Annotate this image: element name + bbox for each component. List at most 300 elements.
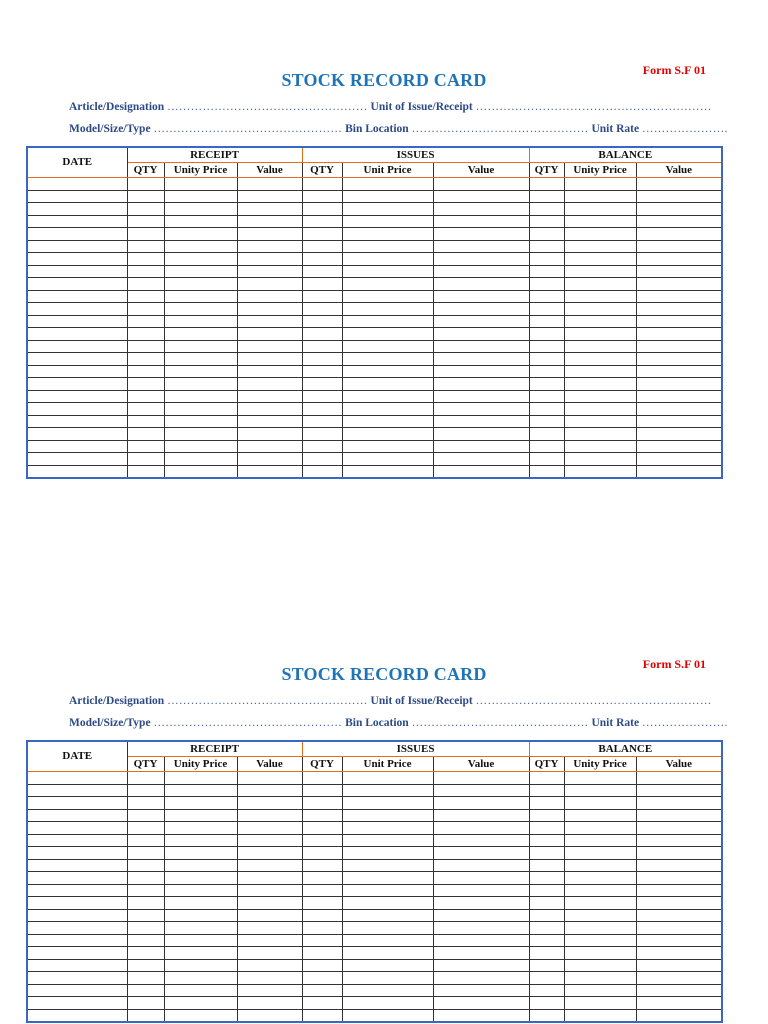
table-cell[interactable] [564, 897, 636, 910]
table-cell[interactable] [237, 253, 302, 266]
table-cell[interactable] [127, 884, 164, 897]
table-cell[interactable] [127, 897, 164, 910]
table-cell[interactable] [433, 859, 529, 872]
table-cell[interactable] [342, 265, 433, 278]
table-cell[interactable] [302, 178, 342, 191]
table-cell[interactable] [433, 328, 529, 341]
table-cell[interactable] [127, 847, 164, 860]
table-cell[interactable] [342, 190, 433, 203]
table-cell[interactable] [302, 784, 342, 797]
table-cell[interactable] [342, 365, 433, 378]
table-cell[interactable] [127, 228, 164, 241]
table-cell[interactable] [127, 859, 164, 872]
table-cell[interactable] [564, 809, 636, 822]
table-cell[interactable] [342, 378, 433, 391]
table-cell[interactable] [164, 340, 237, 353]
table-cell[interactable] [529, 834, 564, 847]
table-cell[interactable] [164, 303, 237, 316]
table-cell[interactable] [433, 265, 529, 278]
table-cell[interactable] [302, 1009, 342, 1022]
table-cell[interactable] [433, 984, 529, 997]
table-cell[interactable] [237, 403, 302, 416]
table-cell[interactable] [164, 972, 237, 985]
table-cell[interactable] [342, 340, 433, 353]
table-cell[interactable] [127, 822, 164, 835]
table-cell[interactable] [302, 997, 342, 1010]
table-cell[interactable] [27, 440, 127, 453]
table-cell[interactable] [237, 872, 302, 885]
table-cell[interactable] [302, 859, 342, 872]
table-cell[interactable] [127, 797, 164, 810]
table-cell[interactable] [302, 303, 342, 316]
table-cell[interactable] [636, 253, 722, 266]
table-cell[interactable] [564, 997, 636, 1010]
table-cell[interactable] [636, 390, 722, 403]
table-cell[interactable] [164, 959, 237, 972]
table-cell[interactable] [433, 253, 529, 266]
table-cell[interactable] [342, 440, 433, 453]
table-cell[interactable] [237, 328, 302, 341]
table-cell[interactable] [342, 465, 433, 478]
table-cell[interactable] [636, 178, 722, 191]
table-cell[interactable] [237, 365, 302, 378]
table-cell[interactable] [342, 934, 433, 947]
table-cell[interactable] [529, 178, 564, 191]
table-cell[interactable] [636, 834, 722, 847]
table-cell[interactable] [636, 290, 722, 303]
table-cell[interactable] [127, 203, 164, 216]
table-cell[interactable] [27, 315, 127, 328]
table-cell[interactable] [302, 834, 342, 847]
table-cell[interactable] [127, 315, 164, 328]
table-cell[interactable] [564, 959, 636, 972]
table-cell[interactable] [529, 897, 564, 910]
table-cell[interactable] [342, 203, 433, 216]
table-cell[interactable] [237, 378, 302, 391]
table-cell[interactable] [27, 253, 127, 266]
table-cell[interactable] [237, 984, 302, 997]
table-cell[interactable] [636, 328, 722, 341]
table-cell[interactable] [27, 328, 127, 341]
table-cell[interactable] [164, 290, 237, 303]
table-cell[interactable] [529, 984, 564, 997]
table-cell[interactable] [529, 934, 564, 947]
table-cell[interactable] [433, 809, 529, 822]
bin-location-field[interactable]: ……………………………………… [411, 123, 589, 135]
table-cell[interactable] [164, 465, 237, 478]
table-cell[interactable] [302, 378, 342, 391]
table-cell[interactable] [564, 847, 636, 860]
table-cell[interactable] [529, 253, 564, 266]
table-cell[interactable] [564, 303, 636, 316]
table-cell[interactable] [164, 403, 237, 416]
table-cell[interactable] [636, 215, 722, 228]
table-cell[interactable] [529, 315, 564, 328]
table-cell[interactable] [564, 453, 636, 466]
table-cell[interactable] [127, 353, 164, 366]
table-cell[interactable] [27, 872, 127, 885]
table-cell[interactable] [27, 859, 127, 872]
bin-location-field[interactable]: ……………………………………… [411, 717, 589, 729]
table-cell[interactable] [342, 884, 433, 897]
table-cell[interactable] [529, 809, 564, 822]
table-cell[interactable] [342, 947, 433, 960]
table-cell[interactable] [564, 365, 636, 378]
table-cell[interactable] [564, 190, 636, 203]
table-cell[interactable] [636, 897, 722, 910]
table-cell[interactable] [433, 303, 529, 316]
table-cell[interactable] [302, 809, 342, 822]
table-cell[interactable] [636, 203, 722, 216]
table-cell[interactable] [636, 884, 722, 897]
table-cell[interactable] [433, 797, 529, 810]
table-cell[interactable] [27, 278, 127, 291]
table-cell[interactable] [27, 378, 127, 391]
table-cell[interactable] [27, 203, 127, 216]
table-cell[interactable] [564, 378, 636, 391]
table-cell[interactable] [636, 440, 722, 453]
table-cell[interactable] [529, 265, 564, 278]
table-cell[interactable] [342, 428, 433, 441]
unit-rate-field[interactable]: …………………. [641, 717, 728, 729]
table-cell[interactable] [302, 797, 342, 810]
table-cell[interactable] [27, 797, 127, 810]
table-cell[interactable] [127, 365, 164, 378]
table-cell[interactable] [342, 240, 433, 253]
table-cell[interactable] [433, 947, 529, 960]
table-cell[interactable] [433, 453, 529, 466]
table-cell[interactable] [529, 215, 564, 228]
table-cell[interactable] [237, 922, 302, 935]
table-cell[interactable] [27, 1009, 127, 1022]
table-cell[interactable] [27, 403, 127, 416]
table-cell[interactable] [529, 328, 564, 341]
table-cell[interactable] [564, 822, 636, 835]
table-cell[interactable] [237, 278, 302, 291]
table-cell[interactable] [564, 403, 636, 416]
table-cell[interactable] [433, 465, 529, 478]
table-cell[interactable] [636, 365, 722, 378]
table-cell[interactable] [237, 934, 302, 947]
table-cell[interactable] [302, 228, 342, 241]
table-cell[interactable] [433, 278, 529, 291]
table-cell[interactable] [636, 859, 722, 872]
table-cell[interactable] [342, 315, 433, 328]
table-cell[interactable] [127, 390, 164, 403]
table-cell[interactable] [127, 465, 164, 478]
table-cell[interactable] [237, 353, 302, 366]
table-cell[interactable] [564, 884, 636, 897]
table-cell[interactable] [342, 453, 433, 466]
table-cell[interactable] [164, 265, 237, 278]
table-cell[interactable] [237, 215, 302, 228]
table-cell[interactable] [636, 1009, 722, 1022]
table-cell[interactable] [342, 178, 433, 191]
table-cell[interactable] [237, 1009, 302, 1022]
table-cell[interactable] [529, 353, 564, 366]
table-cell[interactable] [164, 897, 237, 910]
table-cell[interactable] [433, 390, 529, 403]
table-cell[interactable] [237, 228, 302, 241]
table-cell[interactable] [433, 872, 529, 885]
table-cell[interactable] [237, 884, 302, 897]
table-cell[interactable] [433, 772, 529, 785]
table-cell[interactable] [302, 315, 342, 328]
table-cell[interactable] [164, 390, 237, 403]
table-cell[interactable] [27, 415, 127, 428]
table-cell[interactable] [433, 353, 529, 366]
table-cell[interactable] [302, 428, 342, 441]
table-cell[interactable] [164, 997, 237, 1010]
table-cell[interactable] [302, 390, 342, 403]
table-cell[interactable] [564, 265, 636, 278]
table-cell[interactable] [342, 1009, 433, 1022]
table-cell[interactable] [164, 884, 237, 897]
table-cell[interactable] [636, 465, 722, 478]
unit-issue-field[interactable]: …………………………………………………… [475, 101, 712, 113]
table-cell[interactable] [433, 215, 529, 228]
table-cell[interactable] [433, 403, 529, 416]
table-cell[interactable] [529, 415, 564, 428]
table-cell[interactable] [529, 884, 564, 897]
table-cell[interactable] [127, 428, 164, 441]
table-cell[interactable] [127, 178, 164, 191]
table-cell[interactable] [164, 178, 237, 191]
table-cell[interactable] [302, 290, 342, 303]
table-cell[interactable] [237, 972, 302, 985]
table-cell[interactable] [342, 415, 433, 428]
table-cell[interactable] [529, 390, 564, 403]
table-cell[interactable] [636, 959, 722, 972]
table-cell[interactable] [237, 784, 302, 797]
table-cell[interactable] [433, 240, 529, 253]
table-cell[interactable] [127, 290, 164, 303]
table-cell[interactable] [433, 190, 529, 203]
table-cell[interactable] [636, 947, 722, 960]
table-cell[interactable] [564, 240, 636, 253]
table-cell[interactable] [164, 215, 237, 228]
table-cell[interactable] [636, 278, 722, 291]
table-cell[interactable] [127, 378, 164, 391]
table-cell[interactable] [636, 984, 722, 997]
table-cell[interactable] [342, 784, 433, 797]
table-cell[interactable] [342, 959, 433, 972]
table-cell[interactable] [636, 415, 722, 428]
table-cell[interactable] [433, 934, 529, 947]
table-cell[interactable] [433, 909, 529, 922]
table-cell[interactable] [27, 897, 127, 910]
table-cell[interactable] [127, 190, 164, 203]
table-cell[interactable] [164, 934, 237, 947]
table-cell[interactable] [564, 440, 636, 453]
table-cell[interactable] [342, 822, 433, 835]
table-cell[interactable] [237, 997, 302, 1010]
table-cell[interactable] [127, 947, 164, 960]
table-cell[interactable] [433, 415, 529, 428]
table-cell[interactable] [164, 772, 237, 785]
table-cell[interactable] [164, 415, 237, 428]
table-cell[interactable] [342, 909, 433, 922]
table-cell[interactable] [529, 1009, 564, 1022]
table-cell[interactable] [302, 340, 342, 353]
table-cell[interactable] [433, 440, 529, 453]
table-cell[interactable] [127, 303, 164, 316]
table-cell[interactable] [636, 772, 722, 785]
table-cell[interactable] [237, 847, 302, 860]
table-cell[interactable] [564, 203, 636, 216]
table-cell[interactable] [302, 959, 342, 972]
model-field[interactable]: ………………………………………… [153, 717, 343, 729]
table-cell[interactable] [302, 934, 342, 947]
table-cell[interactable] [27, 922, 127, 935]
table-cell[interactable] [529, 947, 564, 960]
table-cell[interactable] [636, 340, 722, 353]
table-cell[interactable] [237, 897, 302, 910]
table-cell[interactable] [302, 922, 342, 935]
model-field[interactable]: ………………………………………… [153, 123, 343, 135]
table-cell[interactable] [127, 959, 164, 972]
table-cell[interactable] [529, 822, 564, 835]
table-cell[interactable] [302, 847, 342, 860]
table-cell[interactable] [529, 303, 564, 316]
table-cell[interactable] [127, 340, 164, 353]
table-cell[interactable] [127, 972, 164, 985]
table-cell[interactable] [164, 822, 237, 835]
table-cell[interactable] [564, 934, 636, 947]
table-cell[interactable] [164, 809, 237, 822]
table-cell[interactable] [564, 228, 636, 241]
table-cell[interactable] [27, 934, 127, 947]
table-cell[interactable] [164, 203, 237, 216]
table-cell[interactable] [342, 872, 433, 885]
table-cell[interactable] [164, 453, 237, 466]
table-cell[interactable] [127, 278, 164, 291]
table-cell[interactable] [529, 240, 564, 253]
table-cell[interactable] [302, 972, 342, 985]
table-cell[interactable] [564, 415, 636, 428]
table-cell[interactable] [127, 1009, 164, 1022]
table-cell[interactable] [636, 809, 722, 822]
table-cell[interactable] [636, 822, 722, 835]
table-cell[interactable] [127, 872, 164, 885]
table-cell[interactable] [564, 465, 636, 478]
table-cell[interactable] [237, 315, 302, 328]
table-cell[interactable] [529, 847, 564, 860]
table-cell[interactable] [636, 922, 722, 935]
table-cell[interactable] [433, 897, 529, 910]
table-cell[interactable] [127, 772, 164, 785]
table-cell[interactable] [636, 240, 722, 253]
table-cell[interactable] [302, 240, 342, 253]
table-cell[interactable] [342, 328, 433, 341]
table-cell[interactable] [342, 403, 433, 416]
table-cell[interactable] [342, 797, 433, 810]
table-cell[interactable] [564, 797, 636, 810]
table-cell[interactable] [433, 784, 529, 797]
table-cell[interactable] [564, 315, 636, 328]
table-cell[interactable] [302, 328, 342, 341]
table-cell[interactable] [529, 403, 564, 416]
table-cell[interactable] [529, 872, 564, 885]
table-cell[interactable] [302, 440, 342, 453]
table-cell[interactable] [127, 934, 164, 947]
table-cell[interactable] [564, 353, 636, 366]
table-cell[interactable] [636, 428, 722, 441]
table-cell[interactable] [433, 315, 529, 328]
table-cell[interactable] [27, 240, 127, 253]
article-field[interactable]: …………………………………………… [167, 101, 368, 113]
table-cell[interactable] [342, 859, 433, 872]
table-cell[interactable] [564, 922, 636, 935]
table-cell[interactable] [342, 897, 433, 910]
table-cell[interactable] [529, 772, 564, 785]
table-cell[interactable] [529, 909, 564, 922]
table-cell[interactable] [27, 290, 127, 303]
table-cell[interactable] [433, 972, 529, 985]
table-cell[interactable] [564, 1009, 636, 1022]
table-cell[interactable] [564, 972, 636, 985]
table-cell[interactable] [564, 984, 636, 997]
table-cell[interactable] [529, 465, 564, 478]
table-cell[interactable] [636, 797, 722, 810]
table-cell[interactable] [564, 872, 636, 885]
table-cell[interactable] [27, 784, 127, 797]
table-cell[interactable] [302, 403, 342, 416]
table-cell[interactable] [164, 784, 237, 797]
table-cell[interactable] [237, 859, 302, 872]
table-cell[interactable] [636, 403, 722, 416]
table-cell[interactable] [529, 190, 564, 203]
table-cell[interactable] [636, 784, 722, 797]
table-cell[interactable] [529, 428, 564, 441]
table-cell[interactable] [564, 328, 636, 341]
table-cell[interactable] [636, 265, 722, 278]
table-cell[interactable] [342, 215, 433, 228]
table-cell[interactable] [237, 303, 302, 316]
table-cell[interactable] [127, 328, 164, 341]
table-cell[interactable] [237, 203, 302, 216]
table-cell[interactable] [529, 228, 564, 241]
table-cell[interactable] [529, 959, 564, 972]
table-cell[interactable] [237, 390, 302, 403]
unit-issue-field[interactable]: …………………………………………………… [475, 695, 712, 707]
table-cell[interactable] [433, 365, 529, 378]
table-cell[interactable] [302, 353, 342, 366]
table-cell[interactable] [237, 834, 302, 847]
table-cell[interactable] [27, 228, 127, 241]
table-cell[interactable] [237, 190, 302, 203]
table-cell[interactable] [342, 847, 433, 860]
table-cell[interactable] [127, 834, 164, 847]
table-cell[interactable] [636, 972, 722, 985]
table-cell[interactable] [529, 290, 564, 303]
table-cell[interactable] [564, 178, 636, 191]
table-cell[interactable] [127, 997, 164, 1010]
table-cell[interactable] [164, 872, 237, 885]
table-cell[interactable] [164, 922, 237, 935]
table-cell[interactable] [342, 834, 433, 847]
table-cell[interactable] [127, 240, 164, 253]
table-cell[interactable] [433, 340, 529, 353]
table-cell[interactable] [302, 872, 342, 885]
table-cell[interactable] [636, 378, 722, 391]
table-cell[interactable] [164, 859, 237, 872]
table-cell[interactable] [127, 922, 164, 935]
table-cell[interactable] [27, 884, 127, 897]
table-cell[interactable] [636, 872, 722, 885]
table-cell[interactable] [342, 972, 433, 985]
table-cell[interactable] [127, 415, 164, 428]
